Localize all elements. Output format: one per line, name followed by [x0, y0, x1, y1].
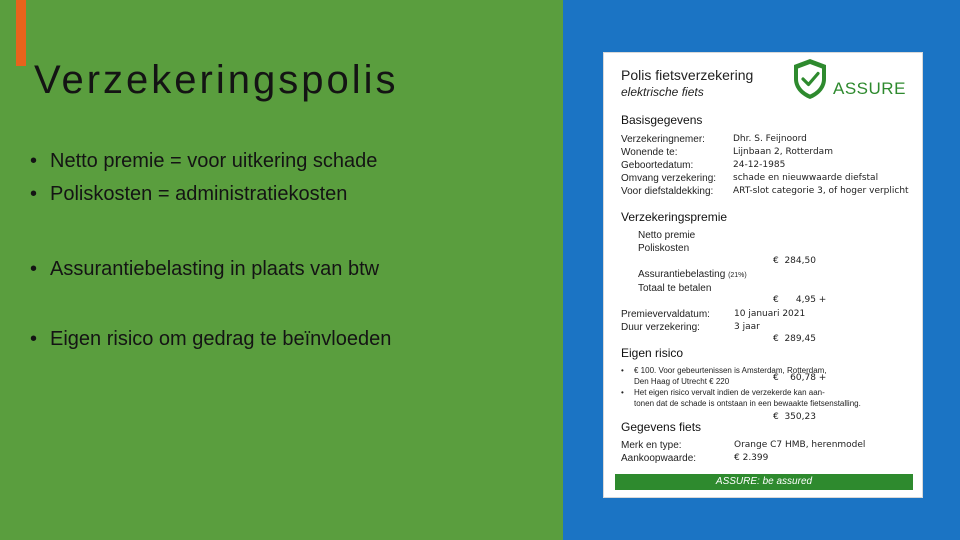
assurantiebelasting-text: Assurantiebelasting — [638, 269, 726, 280]
fiets-value: Orange C7 HMB, herenmodel — [734, 440, 866, 450]
basis-heading: Basisgegevens — [621, 113, 703, 127]
basis-label: Geboortedatum: — [621, 160, 694, 171]
basis-label: Verzekeringnemer: — [621, 134, 705, 145]
fiets-labels — [621, 439, 696, 465]
bullet-text: Eigen risico om gedrag te beïnvloeden — [50, 328, 392, 350]
brand-name: ASSURE — [833, 79, 906, 98]
slide-title: Verzekeringspolis — [34, 58, 399, 102]
premie-heading: Verzekeringspremie — [621, 210, 728, 224]
basis-labels — [621, 133, 716, 198]
fiets-heading: Gegevens fiets — [621, 420, 702, 434]
footer-banner: ASSURE: be assured — [615, 474, 913, 490]
premie-amount: € 4,95 + — [773, 295, 827, 305]
date-value: 3 jaar — [734, 322, 760, 332]
eigen-risico-list — [621, 365, 861, 409]
assurantiebelasting-label — [638, 268, 747, 282]
bullet-dot: • — [621, 388, 624, 397]
bullet-dot: • — [30, 328, 38, 350]
eigen-risico-line: Den Haag of Utrecht € 220 — [634, 377, 730, 386]
date-label: Premievervaldatum: — [621, 309, 710, 320]
date-labels — [621, 308, 710, 334]
eigen-risico-item — [621, 387, 861, 398]
bullet-item — [30, 150, 377, 173]
basis-value: schade en nieuwwaarde diefstal — [733, 173, 879, 183]
bullet-dot: • — [30, 258, 38, 280]
bullet-dot: • — [30, 183, 38, 205]
bullet-item — [30, 328, 391, 351]
premie-amount: € 289,45 — [773, 334, 816, 344]
shield-check-icon — [791, 57, 829, 106]
basis-value: Dhr. S. Feijnoord — [733, 134, 807, 144]
netto-premie-label: Netto premie — [638, 230, 696, 241]
policy-title: Polis fietsverzekering — [621, 67, 754, 83]
accent-bar — [16, 0, 26, 66]
bullet-text: Poliskosten = administratiekosten — [50, 183, 348, 205]
eigen-risico-heading: Eigen risico — [621, 346, 684, 360]
date-label: Duur verzekering: — [621, 322, 700, 333]
date-value: 10 januari 2021 — [734, 309, 806, 319]
assurantiebelasting-pct: (21%) — [728, 272, 747, 279]
basis-values — [733, 133, 909, 198]
basis-value: ART-slot categorie 3, of hoger verplicht — [733, 186, 909, 196]
basis-label: Wonende te: — [621, 147, 678, 158]
premie-amount: € 60,78 + — [773, 373, 827, 383]
bullet-item — [30, 258, 379, 281]
bullet-dot: • — [30, 150, 38, 172]
basis-label: Voor diefstaldekking: — [621, 186, 714, 197]
basis-value: 24-12-1985 — [733, 160, 786, 170]
eigen-risico-line: € 100. Voor gebeurtenissen is Amsterdam, Rotterdam, — [634, 366, 827, 375]
fiets-label: Aankoopwaarde: — [621, 453, 697, 464]
poliskosten-label: Poliskosten — [638, 243, 690, 254]
premie-amount: € 284,50 — [773, 256, 816, 266]
fiets-values — [734, 439, 865, 465]
premie-amount: € 350,23 — [773, 412, 816, 422]
fiets-value: € 2.399 — [734, 453, 769, 463]
totaal-label: Totaal te betalen — [638, 283, 712, 294]
eigen-risico-item — [621, 365, 861, 376]
basis-label: Omvang verzekering: — [621, 173, 717, 184]
fiets-label: Merk en type: — [621, 440, 682, 451]
date-values — [734, 308, 805, 334]
bullet-item — [30, 183, 347, 206]
bullet-text: Assurantiebelasting in plaats van btw — [50, 258, 380, 280]
eigen-risico-line: tonen dat de schade is ontstaan in een bewaakte fietsenstalling. — [634, 399, 861, 408]
premie-amounts — [773, 229, 826, 450]
bullet-dot: • — [621, 366, 624, 375]
policy-card — [603, 52, 923, 498]
eigen-risico-line: Het eigen risico vervalt indien de verzekerde kan aan- — [634, 388, 825, 397]
bullet-text: Netto premie = voor uitkering schade — [50, 150, 378, 172]
basis-value: Lijnbaan 2, Rotterdam — [733, 147, 833, 157]
policy-subtitle: elektrische fiets — [621, 85, 704, 99]
